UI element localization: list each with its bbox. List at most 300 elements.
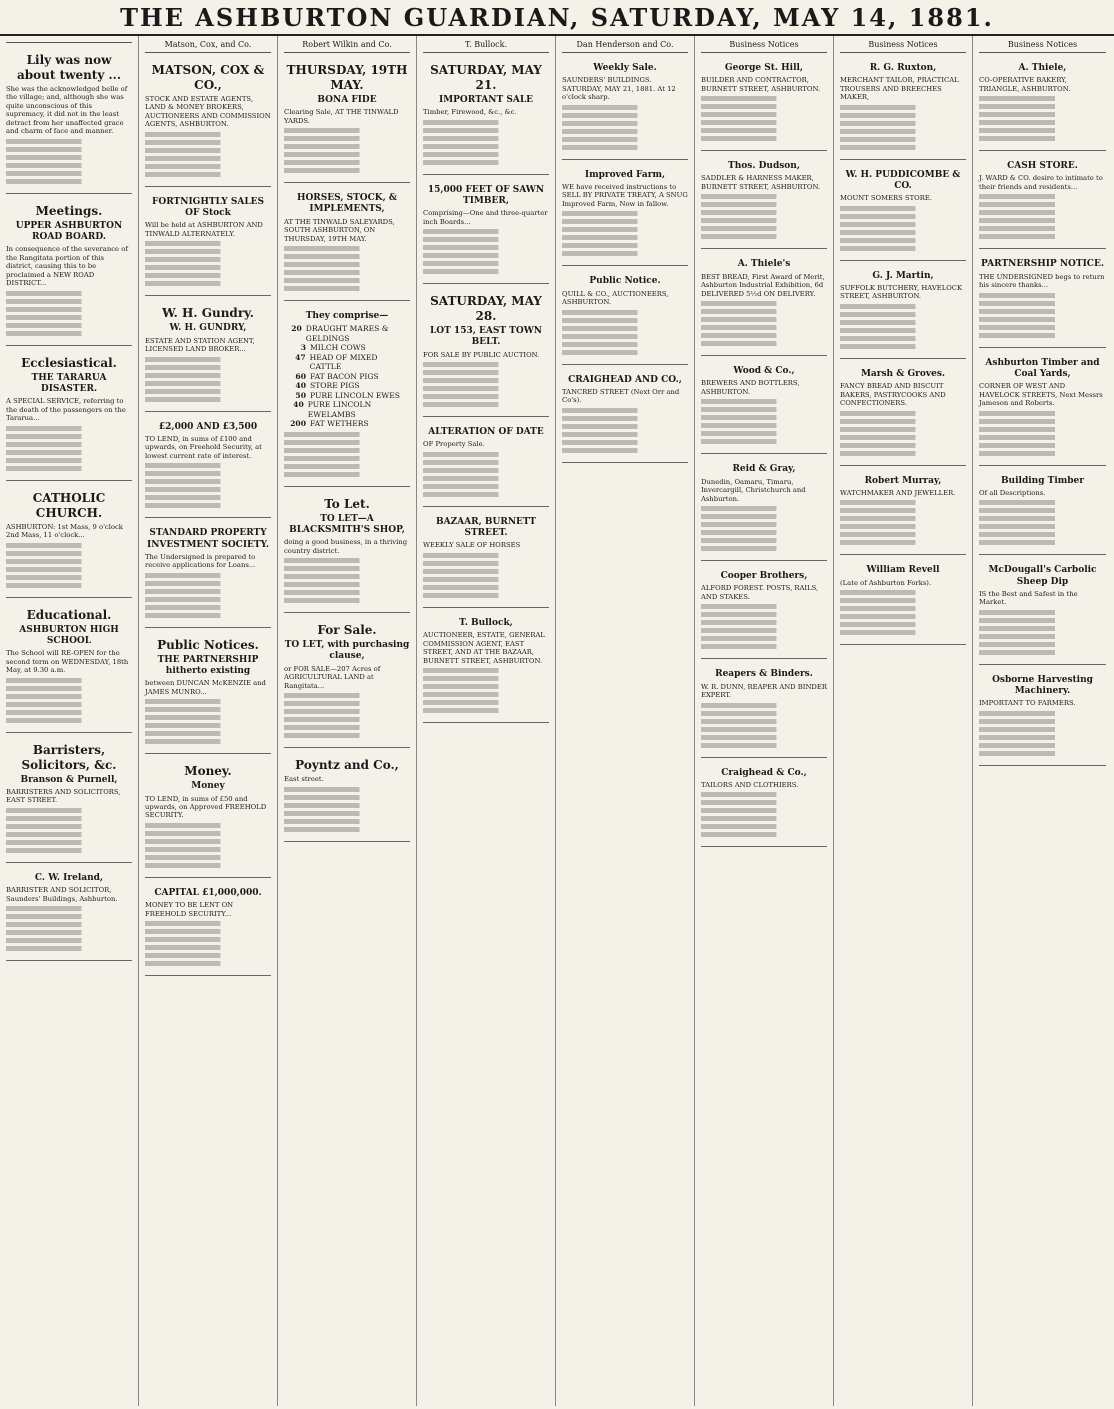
text-line xyxy=(701,136,827,141)
text-line xyxy=(701,309,827,314)
text-line xyxy=(423,684,549,689)
text-line xyxy=(562,326,688,331)
text-line xyxy=(979,451,1106,456)
text-line xyxy=(6,331,132,336)
text-line xyxy=(423,269,549,274)
text-line xyxy=(423,676,549,681)
text-line xyxy=(701,546,827,551)
ad-text: doing a good business, in a thriving country district. xyxy=(284,538,408,555)
advertisement xyxy=(979,669,1106,766)
text-line xyxy=(979,120,1106,125)
ad-heading: STANDARD PROPERTY INVESTMENT SOCIETY. xyxy=(146,528,270,550)
ad-text: between DUNCAN McKENZIE and JAMES MUNRO... xyxy=(145,679,266,696)
text-line xyxy=(284,254,410,259)
text-line xyxy=(6,434,132,439)
text-line xyxy=(840,435,966,440)
advertisement xyxy=(562,164,688,267)
text-line xyxy=(423,577,549,582)
text-line xyxy=(979,435,1106,440)
text-line xyxy=(562,448,688,453)
advertisement xyxy=(701,458,827,561)
ad-heading: THE PARTNERSHIP hitherto existing xyxy=(157,654,259,677)
ad-text: W. R. DUNN, REAPER AND BINDER EXPERT. xyxy=(701,682,827,700)
text-line xyxy=(284,709,410,714)
text-line xyxy=(840,532,966,537)
ad-text: Clearing Sale, AT THE TINWALD YARDS. xyxy=(284,108,399,125)
column-5 xyxy=(556,36,695,1406)
advertisement xyxy=(701,565,827,659)
text-line xyxy=(701,711,827,716)
text-line xyxy=(562,318,688,323)
text-line xyxy=(840,222,966,227)
text-line xyxy=(6,147,132,152)
ad-heading: CASH STORE. xyxy=(1007,161,1078,172)
column-2 xyxy=(139,36,278,1406)
text-line xyxy=(562,408,688,413)
stock-list xyxy=(284,324,410,428)
text-line xyxy=(979,540,1106,545)
ad-title: MATSON, COX & CO., xyxy=(151,63,265,92)
advertisement xyxy=(6,485,132,598)
text-line xyxy=(701,644,827,649)
text-line xyxy=(6,543,132,548)
text-line xyxy=(701,341,827,346)
text-line xyxy=(562,227,688,232)
advertisement xyxy=(979,470,1106,556)
text-line xyxy=(423,253,549,258)
text-line xyxy=(423,229,549,234)
text-line xyxy=(701,719,827,724)
text-line xyxy=(284,160,410,165)
ad-title: CATHOLIC CHURCH. xyxy=(32,490,106,520)
text-line xyxy=(6,559,132,564)
text-line xyxy=(840,129,966,134)
text-line xyxy=(284,286,410,291)
ad-heading: Wood & Co., xyxy=(733,366,795,377)
ad-heading: Marsh & Groves. xyxy=(860,368,946,379)
ad-text: THE UNDERSIGNED begs to return his sincere thanks... xyxy=(979,272,1105,290)
text-line xyxy=(6,466,132,471)
text-line xyxy=(701,325,827,330)
ad-text: IMPORTANT TO FARMERS. xyxy=(979,699,1076,708)
text-line xyxy=(6,832,132,837)
list-item xyxy=(284,419,410,428)
text-line xyxy=(562,416,688,421)
text-line xyxy=(6,179,132,184)
text-line xyxy=(562,219,688,224)
advertisement xyxy=(423,179,549,284)
text-line xyxy=(423,476,549,481)
column-6 xyxy=(695,36,834,1406)
text-line xyxy=(145,831,271,836)
text-line xyxy=(979,333,1106,338)
text-line xyxy=(145,503,271,508)
advertisement xyxy=(6,350,132,481)
item-quantity: 40 xyxy=(295,381,306,391)
text-line xyxy=(6,315,132,320)
text-line xyxy=(701,832,827,837)
ad-heading: ALTERATION OF DATE xyxy=(428,427,544,438)
advertisement xyxy=(562,57,688,160)
column-8 xyxy=(973,36,1112,1406)
text-line xyxy=(423,386,549,391)
text-line xyxy=(840,105,966,110)
text-line xyxy=(284,787,410,792)
column-3 xyxy=(278,36,417,1406)
text-line xyxy=(562,440,688,445)
column-head: Dan Henderson and Co. xyxy=(562,40,688,53)
text-line xyxy=(284,558,410,563)
advertisement xyxy=(284,57,410,183)
text-line xyxy=(145,156,271,161)
text-line xyxy=(145,365,271,370)
ad-heading: HORSES, STOCK, & IMPLEMENTS, xyxy=(296,193,398,215)
text-line xyxy=(562,235,688,240)
text-line xyxy=(840,214,966,219)
ad-text: BREWERS AND BOTTLERS, ASHBURTON. xyxy=(701,379,800,396)
ad-title: To Let. xyxy=(324,496,370,511)
item-quantity: 20 xyxy=(291,324,302,334)
text-line xyxy=(562,432,688,437)
text-line xyxy=(6,567,132,572)
text-line xyxy=(145,381,271,386)
text-line xyxy=(840,336,966,341)
item-text: MILCH COWS xyxy=(310,343,366,353)
advertisement xyxy=(701,663,827,757)
ad-heading: A. Thiele's xyxy=(737,259,791,270)
text-line xyxy=(840,451,966,456)
ad-text: MOUNT SOMERS STORE. xyxy=(840,194,932,203)
text-line xyxy=(6,922,132,927)
text-line xyxy=(979,719,1106,724)
text-line xyxy=(562,334,688,339)
text-line xyxy=(6,291,132,296)
advertisement xyxy=(701,155,827,249)
list-item xyxy=(284,400,410,419)
text-line xyxy=(284,270,410,275)
text-line xyxy=(284,128,410,133)
text-line xyxy=(145,357,271,362)
masthead-title: THE ASHBURTON GUARDIAN, SATURDAY, MAY 14, 1881. xyxy=(120,2,994,32)
ad-heading: IMPORTANT SALE xyxy=(438,95,534,105)
ad-text: J. WARD & CO. desire to intimate to their friends and residents... xyxy=(979,174,1103,191)
text-line xyxy=(145,839,271,844)
text-line xyxy=(840,344,966,349)
ad-heading: THE TARARUA DISASTER. xyxy=(31,372,107,395)
text-line xyxy=(701,210,827,215)
item-text: STORE PIGS xyxy=(310,381,360,391)
text-line xyxy=(284,464,410,469)
text-line xyxy=(423,708,549,713)
text-line xyxy=(979,202,1106,207)
text-line xyxy=(979,293,1106,298)
text-line xyxy=(6,163,132,168)
text-line xyxy=(979,642,1106,647)
ad-text: or FOR SALE—207 Acres of AGRICULTURAL LAND at Rangitata... xyxy=(284,664,381,690)
ad-heading: C. W. Ireland, xyxy=(34,872,104,883)
text-line xyxy=(6,914,132,919)
advertisement xyxy=(145,882,271,976)
advertisement xyxy=(562,369,688,463)
ad-title: For Sale. xyxy=(317,623,377,638)
ad-title: Barristers, Solicitors, &c. xyxy=(21,742,117,772)
text-line xyxy=(6,938,132,943)
advertisement xyxy=(6,737,132,863)
ad-heading: 15,000 FEET OF SAWN TIMBER, xyxy=(427,184,545,206)
advertisement xyxy=(145,191,271,296)
text-line xyxy=(423,593,549,598)
text-line xyxy=(701,628,827,633)
advertisement xyxy=(840,164,966,261)
ad-heading: CAPITAL £1,000,000. xyxy=(154,887,262,898)
text-line xyxy=(423,144,549,149)
text-line xyxy=(145,723,271,728)
ad-text: TO LEND, in sums of £50 and upwards, on Approved FREEHOLD SECURITY. xyxy=(145,794,267,820)
advertisement xyxy=(840,265,966,359)
text-line xyxy=(6,848,132,853)
text-line xyxy=(562,113,688,118)
item-text: PURE LINCOLN EWELAMBS xyxy=(307,400,372,419)
ad-title: Lily was now about twenty ... xyxy=(16,53,122,82)
text-line xyxy=(145,581,271,586)
ad-title: THURSDAY, 19TH MAY. xyxy=(286,63,408,92)
item-quantity: 47 xyxy=(295,352,306,362)
text-line xyxy=(701,415,827,420)
ad-heading: Reid & Gray, xyxy=(732,464,796,475)
text-line xyxy=(284,819,410,824)
text-line xyxy=(284,598,410,603)
text-line xyxy=(701,431,827,436)
text-line xyxy=(979,128,1106,133)
ad-heading: BONA FIDE xyxy=(317,95,377,105)
text-line xyxy=(979,524,1106,529)
text-line xyxy=(979,516,1106,521)
text-line xyxy=(840,304,966,309)
ad-text: SAUNDERS' BUILDINGS. SATURDAY, MAY 21, 1881. At 12 o'clock sharp. xyxy=(562,76,676,102)
text-line xyxy=(423,553,549,558)
advertisement xyxy=(145,522,271,627)
ad-text: Comprising—One and three-quarter inch Boards... xyxy=(423,209,548,226)
text-line xyxy=(979,427,1106,432)
text-line xyxy=(284,440,410,445)
text-line xyxy=(979,194,1106,199)
text-line xyxy=(979,325,1106,330)
text-line xyxy=(840,206,966,211)
text-line xyxy=(6,906,132,911)
text-line xyxy=(701,636,827,641)
column-head: T. Bullock. xyxy=(423,40,549,53)
text-line xyxy=(284,152,410,157)
text-line xyxy=(145,140,271,145)
text-line xyxy=(6,458,132,463)
ad-heading: G. J. Martin, xyxy=(872,270,934,281)
ad-heading: Reapers & Binders. xyxy=(715,669,813,680)
ad-text: WEEKLY SALE OF HORSES xyxy=(423,541,521,550)
advertisement xyxy=(145,416,271,519)
ad-heading: TO LET—A BLACKSMITH'S SHOP, xyxy=(289,513,405,535)
text-line xyxy=(701,816,827,821)
text-line xyxy=(145,281,271,286)
text-line xyxy=(284,693,410,698)
text-line xyxy=(284,811,410,816)
ad-title: Ecclesiastical. xyxy=(21,355,117,370)
ad-heading: R. G. Ruxton, xyxy=(869,63,937,73)
advertisement xyxy=(145,57,271,187)
ad-text: WATCHMAKER AND JEWELLER. xyxy=(840,488,956,497)
ad-text: (Late of Ashburton Forks). xyxy=(840,578,932,587)
advertisement xyxy=(284,187,410,301)
text-line xyxy=(284,566,410,571)
text-line xyxy=(423,484,549,489)
advertisement xyxy=(979,352,1106,466)
text-line xyxy=(979,751,1106,756)
ad-text: ASHBURTON: 1st Mass, 9 o'clock 2nd Mass, 11 o'clock... xyxy=(6,522,123,540)
text-line xyxy=(423,160,549,165)
text-line xyxy=(145,937,271,942)
text-line xyxy=(145,921,271,926)
text-line xyxy=(840,540,966,545)
text-line xyxy=(6,816,132,821)
text-line xyxy=(145,148,271,153)
ad-heading: LOT 153, EAST TOWN BELT. xyxy=(429,326,543,348)
text-line xyxy=(6,702,132,707)
ad-heading: TO LET, with purchasing clause, xyxy=(284,640,410,662)
text-line xyxy=(423,237,549,242)
text-line xyxy=(423,245,549,250)
text-line xyxy=(840,137,966,142)
ad-heading: Robert Murray, xyxy=(864,475,942,486)
advertisement xyxy=(423,288,549,417)
text-line xyxy=(979,735,1106,740)
item-quantity: 50 xyxy=(295,390,306,400)
text-line xyxy=(145,731,271,736)
text-line xyxy=(145,164,271,169)
ad-heading: William Revell xyxy=(866,565,940,576)
text-line xyxy=(562,424,688,429)
list-item xyxy=(284,372,410,381)
ad-heading: Thos. Dudson, xyxy=(728,161,800,172)
text-line xyxy=(979,96,1106,101)
text-line xyxy=(6,710,132,715)
ad-text: BEST BREAD, First Award of Merit, Ashburton Industrial Exhibition, 6d DELIVERED 5½d ON DELIVERY. xyxy=(701,272,825,298)
text-line xyxy=(701,234,827,239)
text-line xyxy=(423,378,549,383)
text-line xyxy=(284,136,410,141)
text-line xyxy=(6,694,132,699)
text-line xyxy=(423,120,549,125)
ad-text: AUCTIONEER, ESTATE, GENERAL COMMISSION AGENT, EAST STREET, AND AT THE BAZAAR, BURNETT STREET, ASHBURTON. xyxy=(423,631,545,665)
text-line xyxy=(423,561,549,566)
ad-text: TAILORS AND CLOTHIERS. xyxy=(701,780,799,789)
ad-text: BARRISTER AND SOLICITOR, Saunders' Buildings, Ashburton. xyxy=(6,886,118,903)
text-line xyxy=(284,733,410,738)
text-line xyxy=(701,317,827,322)
text-line xyxy=(423,402,549,407)
text-line xyxy=(562,145,688,150)
text-line xyxy=(840,411,966,416)
text-line xyxy=(701,800,827,805)
ad-text: TANCRED STREET (Next Orr and Co's). xyxy=(562,387,680,405)
text-line xyxy=(145,597,271,602)
advertisement xyxy=(6,867,132,961)
ad-title: Poyntz and Co., xyxy=(295,758,399,773)
ad-text: BUILDER AND CONTRACTOR, BURNETT STREET, ASHBURTON. xyxy=(701,76,821,93)
text-line xyxy=(284,278,410,283)
text-line xyxy=(840,238,966,243)
text-line xyxy=(840,121,966,126)
text-line xyxy=(562,105,688,110)
text-line xyxy=(979,218,1106,223)
ad-text: MERCHANT TAILOR, PRACTICAL TROUSERS AND BREECHES MAKER, xyxy=(840,76,959,102)
text-line xyxy=(979,301,1106,306)
text-line xyxy=(979,618,1106,623)
ad-heading: Osborne Harvesting Machinery. xyxy=(992,674,1093,697)
ad-text: SUFFOLK BUTCHERY, HAVELOCK STREET, ASHBURTON. xyxy=(840,283,963,301)
ad-heading: Craighead & Co., xyxy=(721,767,807,778)
text-line xyxy=(562,137,688,142)
ad-text: ALFORD FOREST. POSTS, RAILS, AND STAKES. xyxy=(701,584,819,601)
text-line xyxy=(701,218,827,223)
text-line xyxy=(284,582,410,587)
text-line xyxy=(701,792,827,797)
ad-text: CORNER OF WEST AND HAVELOCK STREETS, Next Messrs Jameson and Roberts. xyxy=(979,382,1103,408)
ad-text: Dunedin, Oamaru, Timaru, Invercargill, Christchurch and Ashburton. xyxy=(701,477,806,503)
text-line xyxy=(701,538,827,543)
advertisement xyxy=(979,559,1106,664)
advertisement xyxy=(284,617,410,748)
text-line xyxy=(145,699,271,704)
text-line xyxy=(701,112,827,117)
ad-text: ESTATE AND STATION AGENT, LICENSED LAND BROKER... xyxy=(145,336,255,354)
text-line xyxy=(562,243,688,248)
ad-heading: £2,000 AND £3,500 xyxy=(158,421,258,432)
column-head: Business Notices xyxy=(840,40,966,53)
text-line xyxy=(701,399,827,404)
text-line xyxy=(423,585,549,590)
ad-heading: They comprise— xyxy=(305,311,389,322)
text-line xyxy=(562,310,688,315)
text-line xyxy=(6,840,132,845)
text-line xyxy=(6,583,132,588)
text-line xyxy=(145,589,271,594)
column-7 xyxy=(834,36,973,1406)
ad-text: The School will RE-OPEN for the second term on WEDNESDAY, 18th May, at 9.30 a.m. xyxy=(6,649,129,675)
text-line xyxy=(840,320,966,325)
text-line xyxy=(423,452,549,457)
text-line xyxy=(423,668,549,673)
ad-text: TO LEND, in sums of £100 and upwards, on Freehold Security, at lowest current rate of interest. xyxy=(145,434,262,460)
ad-text: FOR SALE BY PUBLIC AUCTION. xyxy=(423,350,540,359)
ad-text: In consequence of the severance of the Rangitata portion of this district, causing this to be proclaimed a NEW ROAD DISTRICT... xyxy=(6,245,128,288)
text-line xyxy=(423,492,549,497)
advertisement xyxy=(6,198,132,346)
item-quantity: 3 xyxy=(300,343,306,353)
ad-title: SATURDAY, MAY 21. xyxy=(430,63,542,92)
ad-text: Will be held at ASHBURTON AND TINWALD ALTERNATELY. xyxy=(145,221,263,238)
advertisement xyxy=(840,363,966,466)
text-line xyxy=(145,613,271,618)
text-line xyxy=(979,411,1106,416)
text-line xyxy=(701,506,827,511)
text-line xyxy=(840,630,966,635)
ad-text: MONEY TO BE LENT ON FREEHOLD SECURITY... xyxy=(145,901,234,918)
text-line xyxy=(840,427,966,432)
advertisement xyxy=(562,270,688,364)
text-line xyxy=(701,301,827,306)
text-line xyxy=(979,634,1106,639)
text-line xyxy=(701,703,827,708)
ad-text: Timber, Firewood, &c., &c. xyxy=(423,108,517,117)
